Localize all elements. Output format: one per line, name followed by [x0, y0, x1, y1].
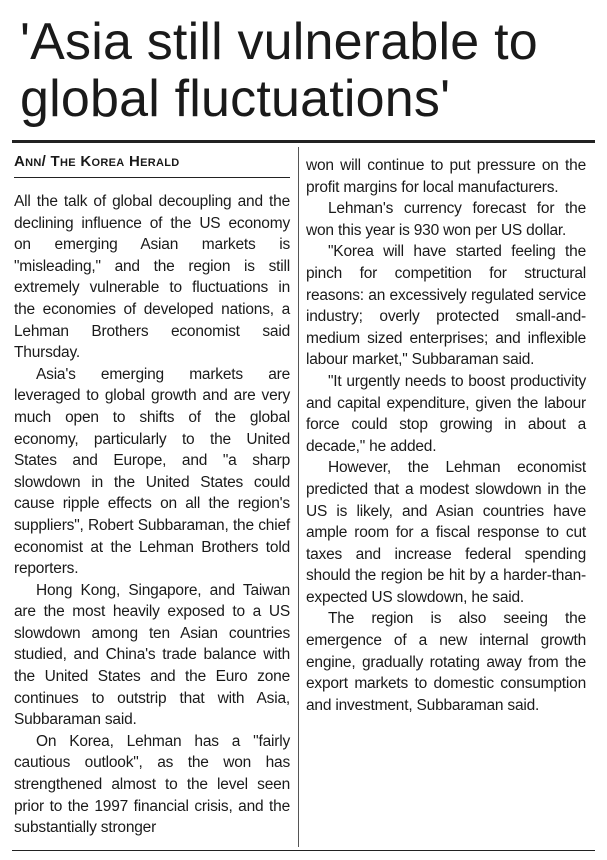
paragraph: won will continue to put pressure on the profit margins for local manufacturers.	[306, 157, 586, 196]
right-column	[306, 155, 586, 716]
paragraph: However, the Lehman economist predicted that a modest slowdown in the US is likely, and Asian countries have ample room for a fiscal response to cut taxes and increase federal spending should the region be hit by a harder-than-expected US slowdown, he said.	[306, 459, 586, 606]
paragraph: "Korea will have started feeling the pinch for competition for structural reasons: an excessively regulated service industry; overly protected small-and-medium sized enterprises; and inflexible labour market," Subbaraman said.	[306, 243, 586, 369]
paragraph: All the talk of global decoupling and the declining influence of the US economy on emerging Asian markets is "misleading," and the region is still extremely vulnerable to fluctuations in the economies of developed nations, a Lehman Brothers economist said Thursday.	[14, 193, 290, 362]
paragraph: "It urgently needs to boost productivity and capital expenditure, given the labour force could stop growing in about a decade," he added.	[306, 372, 586, 455]
column-divider	[298, 147, 299, 847]
paragraph: The region is also seeing the emergence of a new internal growth engine, gradually rotating away from the export markets to domestic consumption and investment, Subbaraman said.	[306, 610, 586, 714]
left-column	[14, 191, 290, 839]
paragraph: Hong Kong, Singapore, and Taiwan are the most heavily exposed to a US slowdown among ten Asian countries studied, and China's trade balance with the United States and the Euro zone continues to outstrip that with Asia, Subbaraman said.	[14, 581, 290, 729]
headline: 'Asia still vulnerable to global fluctuations'	[20, 13, 538, 128]
byline: Ann/ The Korea Herald	[14, 153, 180, 170]
headline-rule	[12, 140, 595, 143]
paragraph: On Korea, Lehman has a "fairly cautious outlook", as the won has strengthened almost to the level seen prior to the 1997 financial crisis, and the substantially stronger	[14, 732, 290, 837]
bottom-rule	[12, 850, 595, 851]
byline-rule	[14, 177, 290, 178]
paragraph: Lehman's currency forecast for the won this year is 930 won per US dollar.	[306, 200, 586, 239]
paragraph: Asia's emerging markets are leveraged to global growth and are very much open to shifts of the global economy, particularly to the United States and Europe, and "a sharp slowdown in the United States could cause ripple effects on all the region's suppliers", Robert Subbaraman, the chief economist at the Lehman Brothers told reporters.	[14, 365, 290, 578]
